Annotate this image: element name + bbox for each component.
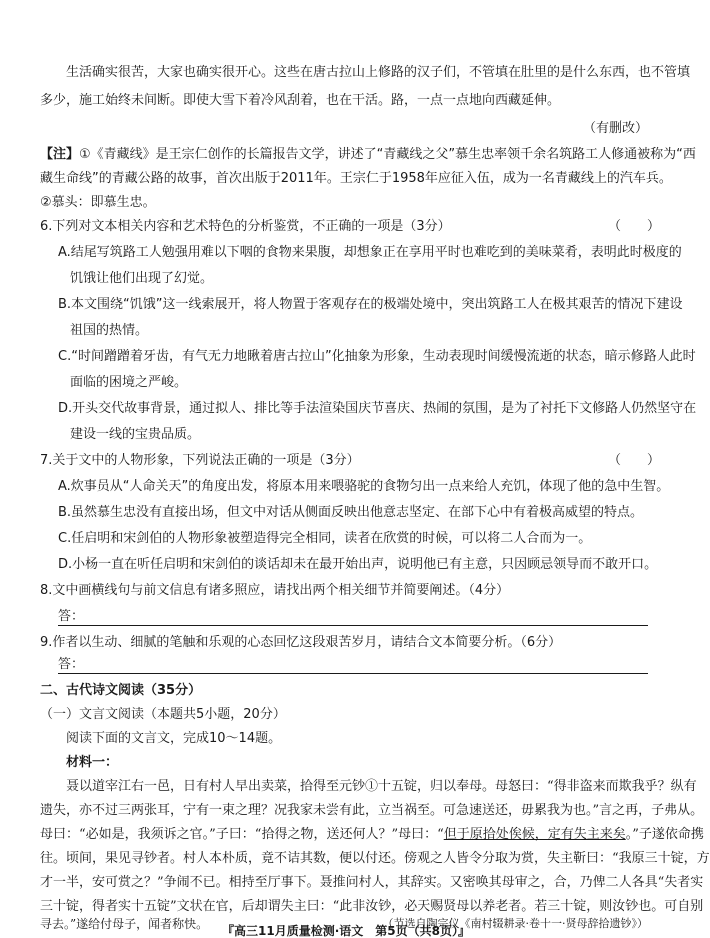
instruction: 阅读下面的文言文，完成10～14题。 (66, 731, 282, 746)
option-c: C.“时间蹭蹭着牙齿，有气无力地瞅着唐古拉山”化抽象为形象，生动表现时间缓慢流逝的状态，暗示修路人此时 (58, 349, 696, 364)
passage-line: 生活确实很苦，大家也确实很开心。这些在唐古拉山上修路的汉子们，不管填在肚里的是什么东西，也不管填 (66, 65, 691, 80)
note-line: ②慕头：即慕生忠。 (40, 195, 156, 210)
classical-line: 寻去。”遂给付母子，闻者称快。 (40, 917, 209, 931)
answer-line[interactable] (58, 672, 648, 674)
option-c-cont: 面临的困境之严峻。 (70, 375, 188, 390)
option-b-cont: 祖国的热情。 (70, 323, 149, 338)
classical-source: （节选自陶宗仪《南村辍耕录·卷十一·贤母辞拾遗钞》） (382, 917, 648, 930)
answer-line[interactable] (58, 624, 648, 626)
passage-line: 多少，施工始终未间断。即使大雪下着冷风刮着，也在干活。路，一点一点地向西藏延伸。 (40, 93, 561, 108)
classical-line: 聂以道宰江右一邑，日有村人早出卖菜，拾得至元钞①十五锭，归以奉母。母怒曰：“得非盗来而欺我乎？纵有 (66, 779, 697, 794)
answer-label: 答： (58, 609, 85, 624)
material-label: 材料一： (66, 755, 119, 770)
subsection-title: （一）文言文阅读（本题共5小题，20分） (40, 707, 286, 722)
answer-bracket[interactable]: （ ） (608, 453, 661, 468)
option-a-cont: 饥饿让他们出现了幻觉。 (70, 271, 214, 286)
option-b: B.虽然慕生忠没有直接出场，但文中对话从侧面反映出他意志坚定、在部下心中有着极高威望的特点。 (58, 505, 644, 520)
classical-line: 遗失，亦不过三两张耳，宁有一束之理？况我家未尝有此，立当祸至。可急速送还，毋累我为也。”言之再，子弗从。 (40, 803, 704, 818)
option-d: D.小杨一直在听任启明和宋剑伯的谈话却未在最开始出声，说明他已有主意，只因顾忌领导而不敢开口。 (58, 557, 658, 572)
option-c: C.任启明和宋剑伯的人物形象被塑造得完全相同，读者在欣赏的时候，可以将二人合而为一。 (58, 531, 592, 546)
question-8-stem: 8.文中画横线句与前文信息有诸多照应，请找出两个相关细节并简要阐述。（4分） (40, 583, 510, 598)
option-d: D.开头交代故事背景，通过拟人、排比等手法渲染国庆节喜庆、热闹的氛围，是为了衬托下文修路人仍然坚守在 (58, 401, 697, 416)
note-label: 【注】 (40, 147, 80, 162)
page-footer: 『高三11月质量检测·语文 第5页（共8页）』 (222, 924, 470, 938)
underlined-sentence: 但于原拾处俟候，定有失主来矣 (443, 827, 626, 842)
passage-source: （有删改） (582, 121, 648, 136)
note-text: ①《青藏线》是王宗仁创作的长篇报告文学，讲述了“青藏线之父”慕生忠率领千余名筑路工人修通被称为“西 (79, 147, 696, 162)
note-line (40, 144, 696, 166)
option-a: A.炊事员从“人命关天”的角度出发，将原本用来喂骆驼的食物匀出一点来给人充饥，体现了他的急中生智。 (58, 479, 670, 494)
classical-line: 往。顷间，果见寻钞者。村人本朴质，竟不诘其数，便以付还。傍观之人皆令分取为赏，失主靳曰：“我原三十锭，方 (40, 851, 710, 866)
classical-line: 母曰：“必如是，我须诉之官。”子曰：“拾得之物，送还何人？”母曰：“但于原拾处俟候，定有失主来矣。”子遂依命携 (40, 827, 704, 842)
note-line: 藏生命线”的青藏公路的故事，首次出版于2011年。王宗仁于1958年应征入伍，成为一名青藏线上的汽车兵。 (40, 171, 672, 186)
classical-line: 三十锭，得者实十五锭”文状在官，后却谓失主曰：“此非汝钞，必天赐贤母以养老者。若三十锭，则汝钞也。可自别 (40, 899, 704, 914)
classical-line: 才一半，安可赏之？”争闹不已。相持至厅事下。聂推问村人，其辞实。又密唤其母审之，合，乃俾二人各具“失者实 (40, 875, 704, 890)
option-a: A.结尾写筑路工人勉强用难以下咽的食物来果腹，却想象正在享用平时也难吃到的美味菜肴，表明此时极度的 (58, 245, 682, 260)
answer-bracket[interactable]: （ ） (608, 219, 661, 234)
option-b: B.本文围绕“饥饿”这一线索展开，将人物置于客观存在的极端处境中，突出筑路工人在极其艰苦的情况下建设 (58, 297, 683, 312)
section-title: 二、古代诗文阅读（35分） (40, 683, 202, 698)
answer-label: 答： (58, 657, 85, 672)
question-7-stem: 7.关于文中的人物形象，下列说法正确的一项是（3分） (40, 453, 360, 468)
option-d-cont: 建设一线的宝贵品质。 (70, 427, 201, 442)
question-6-stem: 6.下列对文本相关内容和艺术特色的分析鉴赏，不正确的一项是（3分） (40, 219, 451, 234)
question-9-stem: 9.作者以生动、细腻的笔触和乐观的心态回忆这段艰苦岁月，请结合文本简要分析。（6分） (40, 635, 562, 650)
